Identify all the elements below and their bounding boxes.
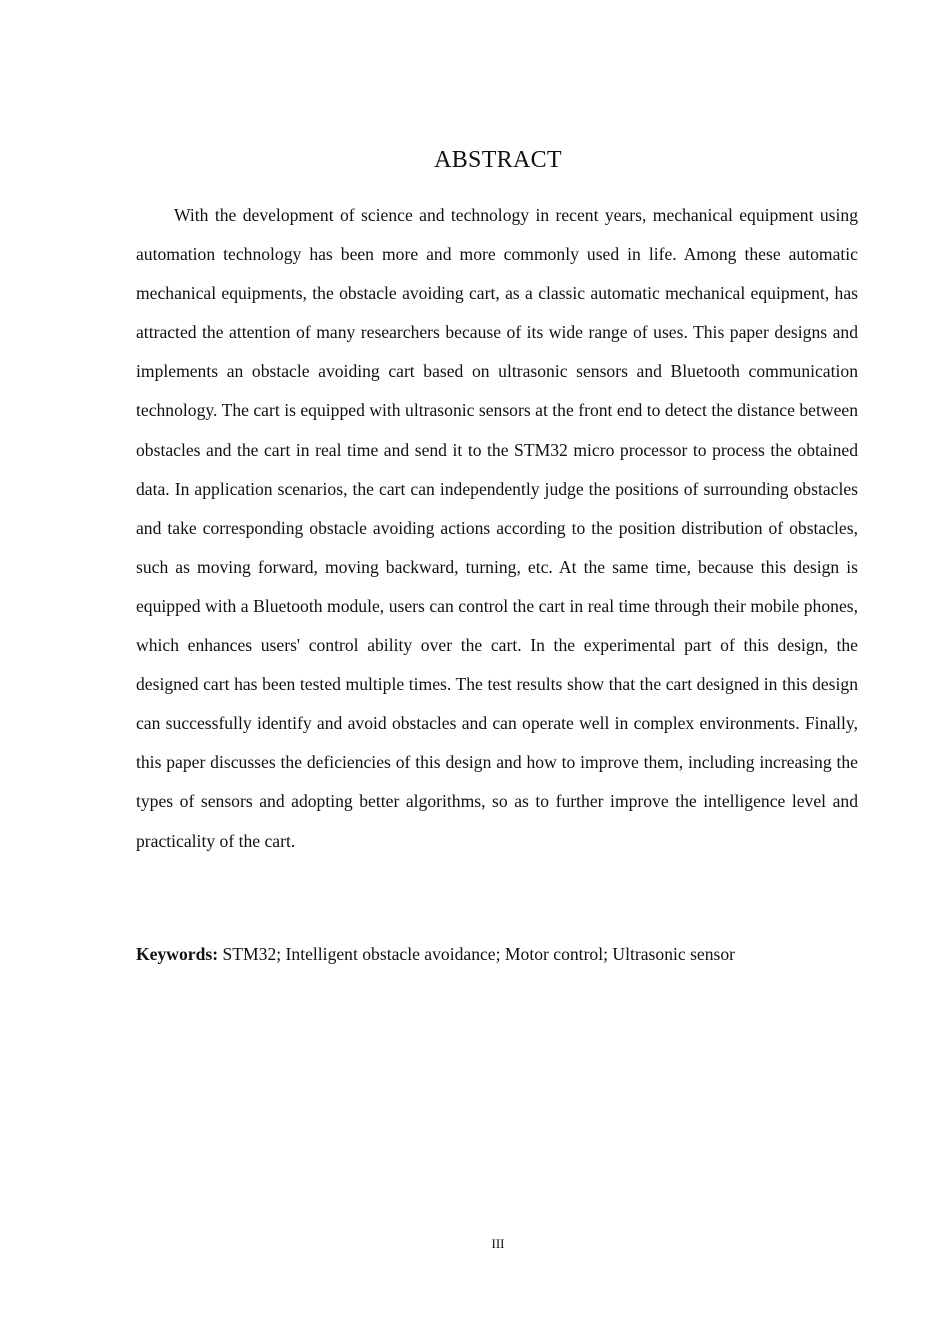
keywords-text: STM32; Intelligent obstacle avoidance; Motor control; Ultrasonic sensor <box>218 944 736 964</box>
abstract-body: With the development of science and technology in recent years, mechanical equipment using automation technology has been more and more commonly used in life. Among these automatic mechanical equipments, the obstacle avoiding cart, as a classic automatic mechanical equipment, has attracted the attention of many researchers because of its wide range of uses. This paper designs and implements an obstacle avoiding cart based on ultrasonic sensors and Bluetooth communication technology. The cart is equipped with ultrasonic sensors at the front end to detect the distance between obstacles and the cart in real time and send it to the STM32 micro processor to process the obtained data. In application scenarios, the cart can independently judge the positions of surrounding obstacles and take corresponding obstacle avoiding actions according to the position distribution of obstacles, such as moving forward, moving backward, turning, etc. At the same time, because this design is equipped with a Bluetooth module, users can control the cart in real time through their mobile phones, which enhances users' control ability over the cart. In the experimental part of this design, the designed cart has been tested multiple times. The test results show that the cart designed in this design can successfully identify and avoid obstacles and can operate well in complex environments. Finally, this paper discusses the deficiencies of this design and how to improve them, including increasing the types of sensors and adopting better algorithms, so as to further improve the intelligence level and practicality of the cart. <box>136 205 858 851</box>
keywords-label: Keywords: <box>136 944 219 964</box>
keywords-line <box>136 935 858 974</box>
page-number: III <box>491 1236 505 1251</box>
abstract-title: ABSTRACT <box>434 147 562 173</box>
